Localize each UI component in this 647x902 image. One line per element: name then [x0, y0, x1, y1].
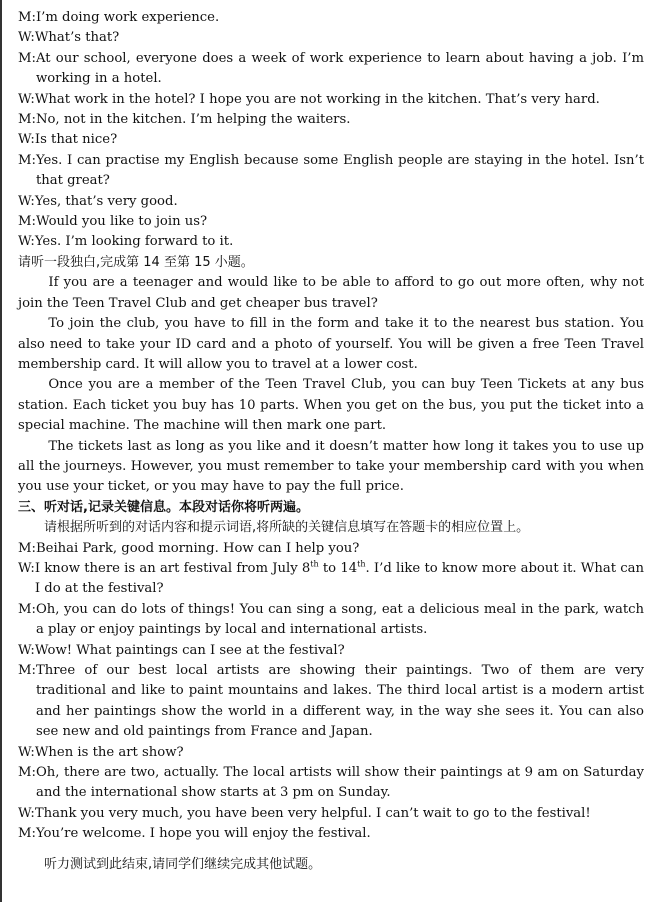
dialogue-text: I’m doing work experience.	[35, 10, 220, 25]
speaker-label: M:	[18, 540, 36, 556]
dialogue-line	[18, 641, 644, 661]
dialogue-line	[18, 539, 644, 559]
speaker-label: W:	[18, 234, 35, 250]
ordinal-suffix: th	[357, 559, 366, 569]
ordinal-suffix: th	[310, 559, 319, 569]
dialogue-line	[18, 8, 644, 28]
dialogue-text: Is that nice?	[34, 132, 118, 148]
dialogue-text: What work in the hotel? I hope you are not working in the kitchen. That’s very hard.	[34, 91, 600, 107]
speaker-label: W:	[18, 91, 35, 107]
monologue-paragraph: The tickets last as long as you like and it doesn’t matter how long it takes you to use up all the journeys. However, you must remember to take your membership card with you when you use your ticket, or you may have to pay the full price.	[18, 438, 644, 495]
dialogue-text: Would you like to join us?	[35, 214, 208, 230]
dialogue-text: Yes, that’s very good.	[34, 193, 178, 209]
monologue-paragraph: If you are a teenager and would like to be able to afford to go out more often, why not join the Teen Travel Club and get cheaper bus travel?	[18, 275, 644, 311]
dialogue-1	[18, 8, 644, 253]
dialogue-line	[18, 212, 644, 232]
text-segment: . I’d like to know more about it. What can I do at the festival?	[34, 560, 644, 597]
dialogue-line	[18, 151, 644, 192]
speaker-label: W:	[18, 805, 35, 821]
dialogue-text: When is the art show?	[34, 744, 184, 760]
dialogue-line	[18, 743, 644, 763]
dialogue-text: Beihai Park, good morning. How can I help you?	[35, 540, 360, 556]
speaker-label: M:	[18, 50, 36, 66]
dialogue-2	[18, 539, 644, 845]
dialogue-text: Oh, there are two, actually. The local artists will show their paintings at 9 am on Saturday and the international show starts at 3 pm on Sunday.	[35, 765, 644, 801]
speaker-label: W:	[18, 560, 35, 576]
dialogue-line	[18, 90, 644, 110]
dialogue-text: Yes. I can practise my English because some English people are staying in the hotel. Isn’t that great?	[35, 152, 644, 189]
speaker-label: M:	[18, 601, 36, 617]
text-segment: to 14	[318, 560, 358, 576]
dialogue-line	[18, 192, 644, 212]
dialogue-line	[18, 763, 644, 804]
speaker-label: M:	[18, 765, 36, 781]
speaker-label: M:	[18, 10, 36, 25]
speaker-label: M:	[18, 112, 36, 128]
dialogue-text: Thank you very much, you have been very helpful. I can’t wait to go to the festival!	[34, 805, 591, 821]
dialogue-line	[18, 49, 644, 90]
speaker-label: W:	[18, 744, 35, 760]
monologue-paragraph: Once you are a member of the Teen Travel Club, you can buy Teen Tickets at any bus station. Each ticket you buy has 10 parts. When you get on the bus, you put the ticket into a special machine. The machine will then mark one part.	[18, 377, 644, 434]
left-border	[0, 0, 2, 902]
dialogue-text: What’s that?	[34, 30, 120, 46]
section-3-instruction: 请根据所听到的对话内容和提示词语,将所缺的关键信息填写在答题卡的相应位置上。	[44, 520, 530, 536]
text-segment: I know there is an art festival from July 8	[34, 560, 311, 576]
dialogue-line	[18, 661, 644, 743]
speaker-label: W:	[18, 642, 35, 658]
dialogue-text: You’re welcome. I hope you will enjoy the festival.	[35, 826, 371, 842]
dialogue-line	[18, 804, 644, 824]
monologue-intro: 请听一段独白,完成第 14 至第 15 小题。	[18, 254, 254, 270]
test-ending-note: 听力测试到此结束,请同学们继续完成其他试题。	[44, 856, 322, 872]
monologue-paragraph: To join the club, you have to fill in the form and take it to the nearest bus station. You also need to take your ID card and a photo of yourself. You will be given a free Teen Travel membership card. It will allow you to travel at a lower cost.	[18, 316, 644, 372]
dialogue-text	[35, 559, 644, 600]
dialogue-line	[18, 559, 644, 600]
dialogue-line	[18, 600, 644, 641]
speaker-label: W:	[18, 132, 35, 148]
dialogue-line	[18, 28, 644, 48]
dialogue-text: At our school, everyone does a week of work experience to learn about having a job. I’m working in a hotel.	[35, 50, 644, 87]
speaker-label: M:	[18, 663, 36, 678]
dialogue-text: No, not in the kitchen. I’m helping the waiters.	[35, 112, 351, 128]
speaker-label: M:	[18, 152, 36, 168]
dialogue-text: Wow! What paintings can I see at the festival?	[34, 642, 345, 658]
section-3-heading: 三、听对话,记录关键信息。本段对话你将听两遍。	[18, 499, 309, 515]
speaker-label: W:	[18, 30, 35, 46]
dialogue-text: Yes. I’m looking forward to it.	[34, 234, 234, 250]
speaker-label: M:	[18, 214, 36, 230]
dialogue-text: Oh, you can do lots of things! You can sing a song, eat a delicious meal in the park, watch a play or enjoy paintings by local and international artists.	[35, 601, 644, 638]
speaker-label: M:	[18, 826, 36, 842]
document	[18, 8, 644, 875]
dialogue-line	[18, 232, 644, 252]
dialogue-line	[18, 824, 644, 844]
speaker-label: W:	[18, 193, 35, 209]
dialogue-text: Three of our best local artists are showing their paintings. Two of them are very traditional and like to paint mountains and lakes. The third local artist is a modern artist and her paintings show the world in a different way, in the way she sees it. You can also see new and old paintings from France and Japan.	[35, 663, 644, 740]
dialogue-line	[18, 130, 644, 150]
dialogue-line	[18, 110, 644, 130]
